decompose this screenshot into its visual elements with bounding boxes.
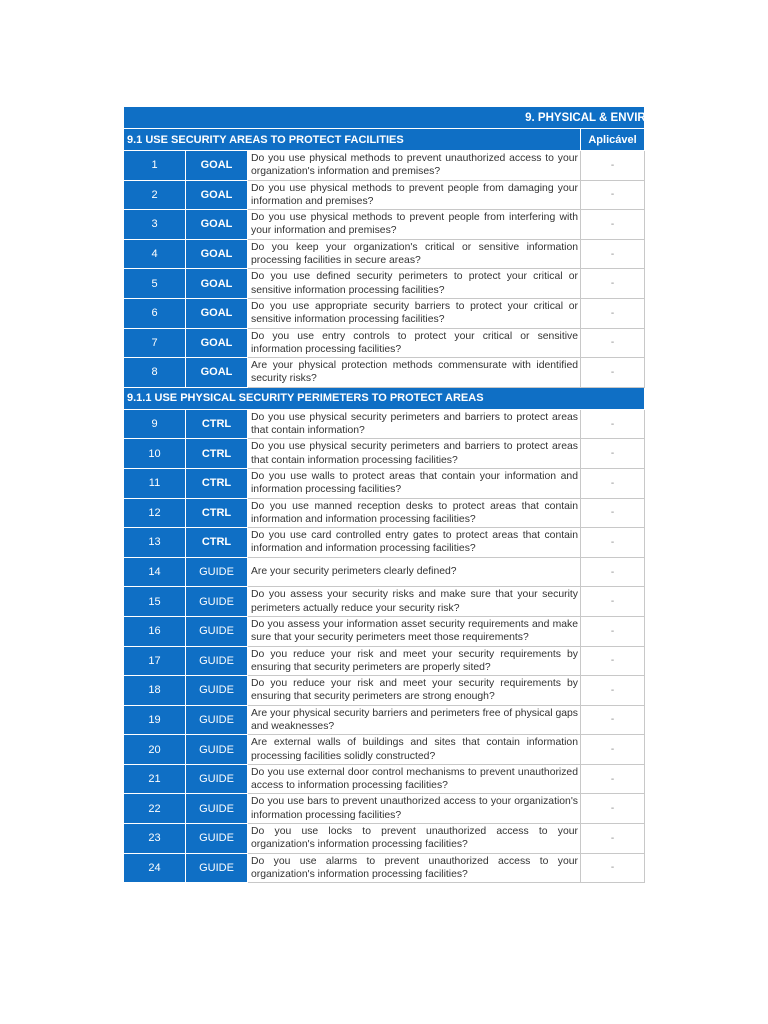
table-row — [124, 676, 645, 706]
question-cell — [248, 794, 581, 824]
row-number: 8 — [124, 358, 186, 388]
question-cell — [248, 358, 581, 388]
row-number: 10 — [124, 439, 186, 469]
applicable-value[interactable]: - — [581, 498, 645, 528]
question-text: Do you use entry controls to protect your critical or sensitive information processing facilities? — [251, 330, 578, 355]
question-text: Do you use card controlled entry gates to protect areas that contain information and information processing facilities? — [251, 530, 578, 555]
question-text: Do you use external door control mechanisms to prevent unauthorized access to information processing facilities? — [251, 766, 578, 792]
row-number: 4 — [124, 239, 186, 269]
question-cell — [248, 853, 581, 883]
table-row — [124, 358, 645, 388]
table-row — [124, 587, 645, 617]
applicable-value[interactable]: - — [581, 468, 645, 498]
applicable-value[interactable]: - — [581, 824, 645, 854]
question-text: Do you use physical methods to prevent people from damaging your information and premises? — [251, 182, 578, 207]
question-cell — [248, 298, 581, 328]
question-text: Do you use manned reception desks to protect areas that contain information and information processing facilities? — [251, 500, 578, 525]
row-number: 16 — [124, 616, 186, 646]
row-type: GOAL — [186, 298, 248, 328]
applicable-value[interactable]: - — [581, 676, 645, 706]
table-row — [124, 528, 645, 558]
row-type: GUIDE — [186, 824, 248, 854]
question-text: Do you use bars to prevent unauthorized access to your organization's information processing facilities? — [251, 796, 578, 821]
question-text: Do you use walls to protect areas that contain your information and information processing facilities? — [251, 470, 578, 496]
question-text: Do you assess your security risks and make sure that your security perimeters actually reduce your security risk? — [251, 589, 578, 614]
applicable-value[interactable]: - — [581, 557, 645, 587]
question-cell — [248, 210, 581, 240]
row-type: GOAL — [186, 239, 248, 269]
row-type: GOAL — [186, 269, 248, 299]
row-type: GUIDE — [186, 764, 248, 794]
row-type: GOAL — [186, 151, 248, 181]
row-number: 7 — [124, 328, 186, 358]
row-number: 15 — [124, 587, 186, 617]
row-type: CTRL — [186, 498, 248, 528]
table-row — [124, 498, 645, 528]
question-cell — [248, 468, 581, 498]
row-type: GUIDE — [186, 646, 248, 676]
question-cell — [248, 151, 581, 181]
row-type: GOAL — [186, 180, 248, 210]
applicable-value[interactable]: - — [581, 269, 645, 299]
row-number: 23 — [124, 824, 186, 854]
table-row — [124, 735, 645, 765]
question-text: Are your security perimeters clearly defined? — [251, 566, 457, 578]
question-text: Do you use locks to prevent unauthorized access to your organization's information processing facilities? — [251, 826, 578, 851]
table-row — [124, 269, 645, 299]
row-type: CTRL — [186, 439, 248, 469]
question-cell — [248, 528, 581, 558]
row-type: GUIDE — [186, 853, 248, 883]
table-row — [124, 298, 645, 328]
applicable-value[interactable]: - — [581, 794, 645, 824]
row-number: 24 — [124, 853, 186, 883]
row-number: 13 — [124, 528, 186, 558]
row-type: GUIDE — [186, 557, 248, 587]
row-type: GUIDE — [186, 705, 248, 735]
applicable-value[interactable]: - — [581, 210, 645, 240]
table-row — [124, 616, 645, 646]
row-number: 19 — [124, 705, 186, 735]
question-cell — [248, 328, 581, 358]
subsection-header-row — [124, 129, 645, 151]
row-type: GUIDE — [186, 735, 248, 765]
subsection-title: 9.1 USE SECURITY AREAS TO PROTECT FACILITIES — [124, 129, 581, 151]
row-type: GUIDE — [186, 616, 248, 646]
question-cell — [248, 239, 581, 269]
question-text: Do you use physical security perimeters and barriers to protect areas that contain information? — [251, 411, 578, 437]
table-row — [124, 328, 645, 358]
row-number: 1 — [124, 151, 186, 181]
table-row — [124, 764, 645, 794]
row-number: 18 — [124, 676, 186, 706]
table-row — [124, 439, 645, 469]
question-cell — [248, 498, 581, 528]
row-number: 9 — [124, 409, 186, 439]
applicable-column-header: Aplicável — [581, 129, 645, 151]
question-text: Do you use defined security perimeters to protect your critical or sensitive information processing facilities? — [251, 271, 578, 296]
row-number: 20 — [124, 735, 186, 765]
applicable-value[interactable]: - — [581, 180, 645, 210]
question-text: Do you keep your organization's critical or sensitive information processing facilities in secure areas? — [251, 241, 578, 267]
row-number: 5 — [124, 269, 186, 299]
table-row — [124, 557, 645, 587]
row-type: GUIDE — [186, 794, 248, 824]
section-title: 9. PHYSICAL & ENVIRONMENTAL — [525, 111, 710, 124]
question-text: Do you reduce your risk and meet your security requirements by ensuring that security perimeters are properly sited? — [251, 648, 578, 673]
row-number: 12 — [124, 498, 186, 528]
applicable-value[interactable]: - — [581, 853, 645, 883]
row-type: GUIDE — [186, 587, 248, 617]
table-row — [124, 853, 645, 883]
question-text: Do you reduce your risk and meet your security requirements by ensuring that security perimeters are strong enough? — [251, 678, 578, 703]
subsection-header-row — [124, 387, 645, 409]
question-cell — [248, 439, 581, 469]
question-text: Do you assess your information asset security requirements and make sure that your security perimeters meet those requirements? — [251, 618, 578, 644]
question-text: Do you use alarms to prevent unauthorized access to your organization's information processing facilities? — [251, 855, 578, 880]
applicable-value[interactable]: - — [581, 528, 645, 558]
table-row — [124, 210, 645, 240]
applicable-value[interactable]: - — [581, 646, 645, 676]
question-text: Do you use appropriate security barriers to protect your critical or sensitive information processing facilities? — [251, 300, 578, 326]
row-type: CTRL — [186, 409, 248, 439]
question-text: Do you use physical methods to prevent unauthorized access to your organization's information and premises? — [251, 153, 578, 178]
question-cell — [248, 824, 581, 854]
row-number: 11 — [124, 468, 186, 498]
applicable-value[interactable]: - — [581, 358, 645, 388]
row-number: 3 — [124, 210, 186, 240]
question-cell — [248, 557, 581, 587]
row-type: GOAL — [186, 358, 248, 388]
row-number: 22 — [124, 794, 186, 824]
row-number: 14 — [124, 557, 186, 587]
question-text: Are your physical protection methods commensurate with identified security risks? — [251, 360, 578, 385]
question-cell — [248, 735, 581, 765]
row-number: 17 — [124, 646, 186, 676]
applicable-value[interactable]: - — [581, 298, 645, 328]
applicable-value[interactable]: - — [581, 151, 645, 181]
table-row — [124, 705, 645, 735]
table-row — [124, 180, 645, 210]
question-cell — [248, 616, 581, 646]
row-type: CTRL — [186, 528, 248, 558]
question-text: Do you use physical security perimeters and barriers to protect areas that contain information processing facilities? — [251, 441, 578, 466]
table-row — [124, 794, 645, 824]
table-row — [124, 239, 645, 269]
row-type: GOAL — [186, 328, 248, 358]
table-row — [124, 409, 645, 439]
question-cell — [248, 705, 581, 735]
row-type: CTRL — [186, 468, 248, 498]
question-text: Are your physical security barriers and perimeters free of physical gaps and weaknesses? — [251, 707, 578, 732]
applicable-value[interactable]: - — [581, 328, 645, 358]
section-title-cell — [124, 107, 710, 129]
question-cell — [248, 180, 581, 210]
question-cell — [248, 676, 581, 706]
row-type: GOAL — [186, 210, 248, 240]
question-text: Do you use physical methods to prevent people from interfering with your information and premises? — [251, 212, 578, 237]
question-cell — [248, 764, 581, 794]
applicable-value[interactable]: - — [581, 735, 645, 765]
applicable-value[interactable]: - — [581, 409, 645, 439]
row-number: 2 — [124, 180, 186, 210]
table-row — [124, 468, 645, 498]
table-row — [124, 646, 645, 676]
checklist-body — [124, 107, 710, 883]
row-type: GUIDE — [186, 676, 248, 706]
applicable-value[interactable]: - — [581, 587, 645, 617]
question-cell — [248, 587, 581, 617]
applicable-value[interactable]: - — [581, 616, 645, 646]
checklist-table — [123, 106, 710, 883]
applicable-value[interactable]: - — [581, 705, 645, 735]
question-cell — [248, 646, 581, 676]
applicable-value[interactable]: - — [581, 764, 645, 794]
applicable-value[interactable]: - — [581, 239, 645, 269]
subsection-title: 9.1.1 USE PHYSICAL SECURITY PERIMETERS TO PROTECT AREAS — [124, 387, 645, 409]
row-number: 21 — [124, 764, 186, 794]
table-row — [124, 151, 645, 181]
question-cell — [248, 269, 581, 299]
question-text: Are external walls of buildings and sites that contain information processing facilities solidly constructed? — [251, 737, 578, 762]
applicable-value[interactable]: - — [581, 439, 645, 469]
question-cell — [248, 409, 581, 439]
section-title-row — [124, 107, 645, 129]
table-row — [124, 824, 645, 854]
row-number: 6 — [124, 298, 186, 328]
